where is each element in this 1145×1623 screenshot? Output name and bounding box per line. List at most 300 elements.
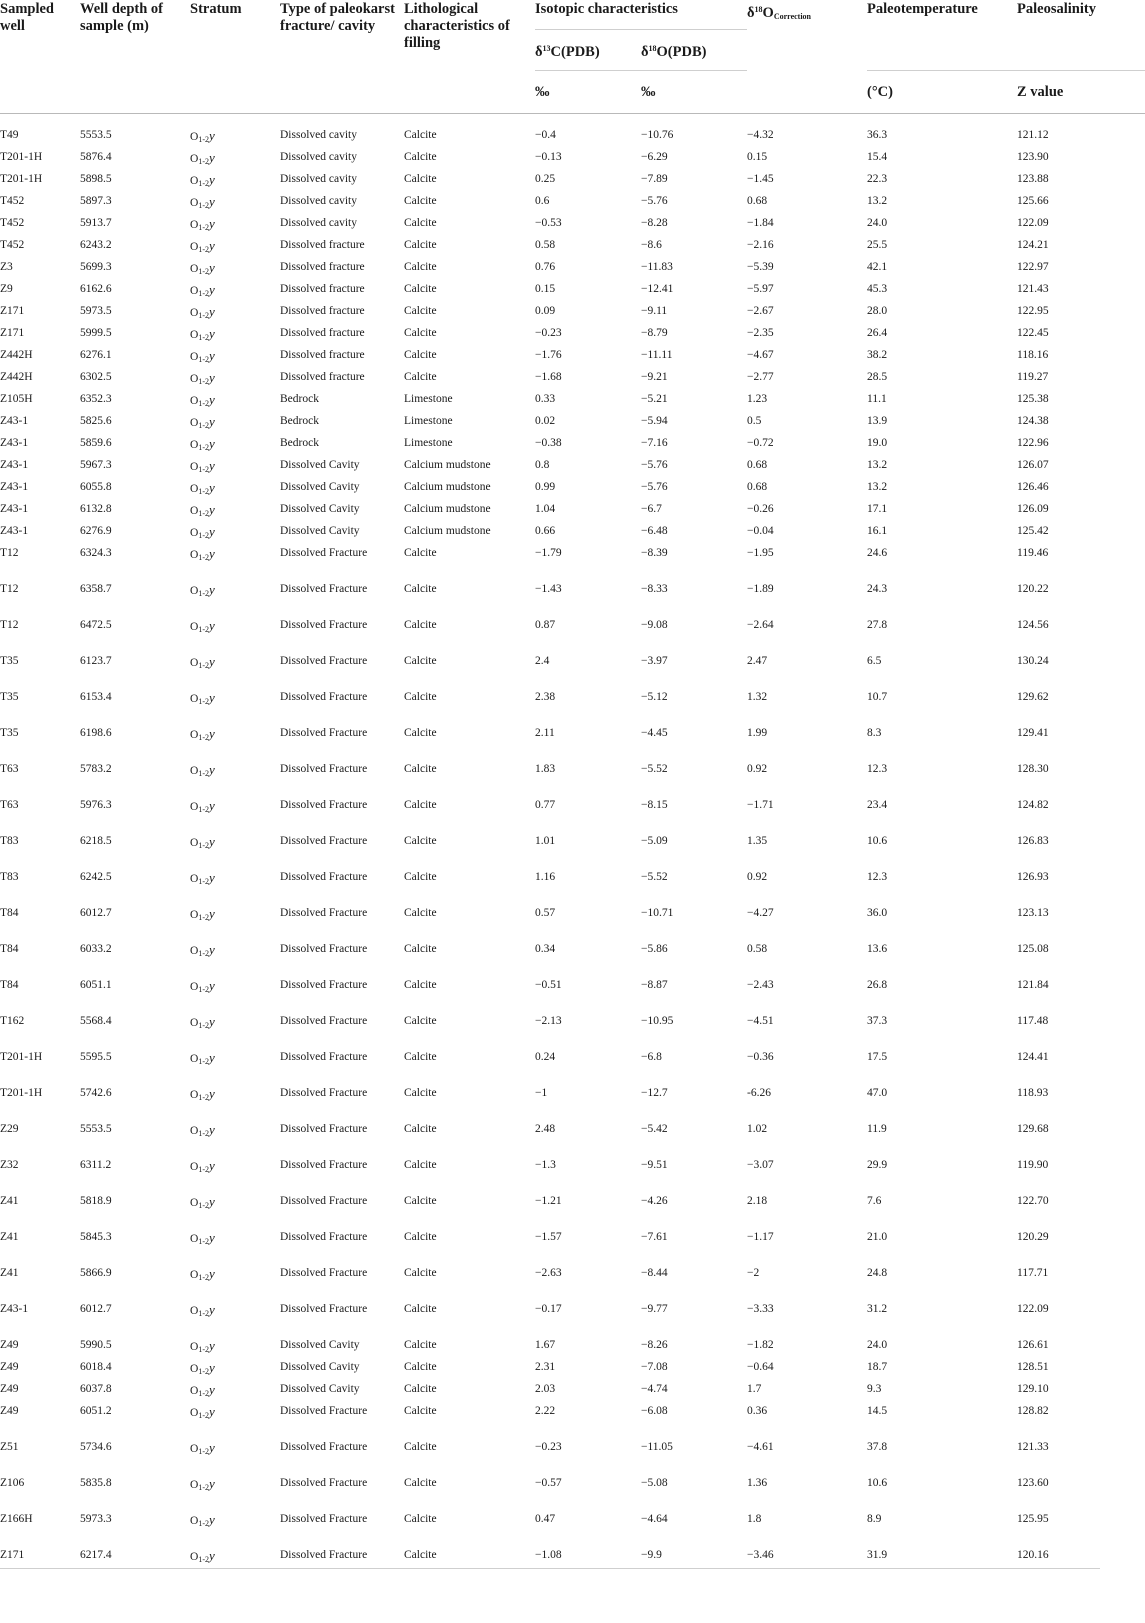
cell-z: 122.97 bbox=[1017, 261, 1049, 273]
cell-z: 117.48 bbox=[1017, 1015, 1049, 1027]
cell-well: Z43-1 bbox=[0, 525, 29, 537]
cell-stratum: $O_{1-2}y$ bbox=[190, 546, 215, 562]
cell-temp: 13.2 bbox=[867, 459, 888, 471]
cell-type: Dissolved Fracture bbox=[280, 1087, 368, 1099]
cell-type: Dissolved Cavity bbox=[280, 1361, 360, 1373]
table-body bbox=[0, 114, 1145, 1582]
cell-z: 125.66 bbox=[1017, 195, 1049, 207]
table-row bbox=[0, 169, 1145, 191]
cell-corr: −1.95 bbox=[747, 547, 774, 559]
cell-d13c: −1.43 bbox=[535, 583, 562, 595]
cell-stratum: $O_{1-2}y$ bbox=[190, 414, 215, 430]
cell-stratum: $O_{1-2}y$ bbox=[190, 480, 215, 496]
table-row bbox=[0, 301, 1145, 323]
cell-depth: 6012.7 bbox=[80, 1303, 112, 1315]
cell-litho: Calcite bbox=[404, 1123, 437, 1135]
unit-d18o: ‰ bbox=[641, 71, 747, 114]
cell-temp: 15.4 bbox=[867, 151, 888, 163]
table-bottom-rule bbox=[0, 1568, 1100, 1569]
cell-d13c: 0.02 bbox=[535, 415, 556, 427]
cell-z: 119.27 bbox=[1017, 371, 1049, 383]
cell-stratum: $O_{1-2}y$ bbox=[190, 690, 215, 706]
cell-well: T452 bbox=[0, 195, 25, 207]
cell-well: Z43-1 bbox=[0, 503, 29, 515]
cell-type: Dissolved cavity bbox=[280, 151, 357, 163]
cell-litho: Calcite bbox=[404, 907, 437, 919]
table-row bbox=[0, 521, 1145, 543]
cell-z: 121.33 bbox=[1017, 1441, 1049, 1453]
cell-depth: 5999.5 bbox=[80, 327, 112, 339]
cell-corr: −2 bbox=[747, 1267, 760, 1279]
cell-d13c: 0.34 bbox=[535, 943, 556, 955]
cell-corr: −2.67 bbox=[747, 305, 774, 317]
cell-corr: −3.33 bbox=[747, 1303, 774, 1315]
cell-litho: Calcite bbox=[404, 979, 437, 991]
cell-type: Dissolved Fracture bbox=[280, 1303, 368, 1315]
cell-well: T162 bbox=[0, 1015, 25, 1027]
cell-d13c: −0.53 bbox=[535, 217, 562, 229]
cell-corr: −3.07 bbox=[747, 1159, 774, 1171]
cell-temp: 11.9 bbox=[867, 1123, 887, 1135]
cell-corr: −4.51 bbox=[747, 1015, 774, 1027]
cell-type: Dissolved Cavity bbox=[280, 1339, 360, 1351]
cell-stratum: $O_{1-2}y$ bbox=[190, 1086, 215, 1102]
cell-type: Bedrock bbox=[280, 437, 319, 449]
cell-z: 126.07 bbox=[1017, 459, 1049, 471]
cell-litho: Calcium mudstone bbox=[404, 503, 491, 515]
cell-stratum: $O_{1-2}y$ bbox=[190, 194, 215, 210]
cell-corr: 1.8 bbox=[747, 1513, 762, 1525]
cell-d13c: 2.48 bbox=[535, 1123, 556, 1135]
cell-temp: 8.3 bbox=[867, 727, 882, 739]
cell-depth: 5973.3 bbox=[80, 1513, 112, 1525]
cell-d18o: −9.77 bbox=[641, 1303, 668, 1315]
cell-depth: 5553.5 bbox=[80, 1123, 112, 1135]
cell-temp: 6.5 bbox=[867, 655, 882, 667]
cell-d18o: −4.26 bbox=[641, 1195, 668, 1207]
cell-depth: 5976.3 bbox=[80, 799, 112, 811]
cell-depth: 5825.6 bbox=[80, 415, 112, 427]
cell-depth: 5845.3 bbox=[80, 1231, 112, 1243]
cell-d13c: −0.51 bbox=[535, 979, 562, 991]
cell-d18o: −5.52 bbox=[641, 763, 668, 775]
cell-stratum: $O_{1-2}y$ bbox=[190, 1512, 215, 1528]
cell-corr: 0.5 bbox=[747, 415, 762, 427]
table-row bbox=[0, 1299, 1145, 1335]
cell-depth: 5866.9 bbox=[80, 1267, 112, 1279]
cell-d18o: −5.76 bbox=[641, 195, 668, 207]
cell-type: Dissolved Fracture bbox=[280, 1123, 368, 1135]
cell-d13c: 1.16 bbox=[535, 871, 556, 883]
cell-temp: 13.6 bbox=[867, 943, 888, 955]
cell-type: Dissolved Fracture bbox=[280, 655, 368, 667]
cell-temp: 7.6 bbox=[867, 1195, 882, 1207]
unit-blank-3 bbox=[190, 71, 280, 114]
cell-type: Dissolved cavity bbox=[280, 217, 357, 229]
cell-well: Z106 bbox=[0, 1477, 25, 1489]
cell-d18o: −12.41 bbox=[641, 283, 674, 295]
header-d18o-pdb: $\delta^{18}O(PDB)$ bbox=[641, 30, 747, 71]
cell-type: Dissolved Cavity bbox=[280, 503, 360, 515]
cell-litho: Calcite bbox=[404, 1015, 437, 1027]
cell-stratum: $O_{1-2}y$ bbox=[190, 942, 215, 958]
table-row bbox=[0, 1119, 1145, 1155]
cell-corr: 0.58 bbox=[747, 943, 768, 955]
cell-stratum: $O_{1-2}y$ bbox=[190, 1440, 215, 1456]
table-row bbox=[0, 499, 1145, 521]
cell-litho: Calcite bbox=[404, 691, 437, 703]
cell-d13c: −0.17 bbox=[535, 1303, 562, 1315]
cell-z: 126.61 bbox=[1017, 1339, 1049, 1351]
cell-type: Dissolved Fracture bbox=[280, 1549, 368, 1561]
cell-well: Z41 bbox=[0, 1195, 19, 1207]
cell-z: 126.09 bbox=[1017, 503, 1049, 515]
cell-depth: 5595.5 bbox=[80, 1051, 112, 1063]
cell-temp: 24.3 bbox=[867, 583, 888, 595]
unit-temperature: (°C) bbox=[867, 71, 1017, 114]
cell-litho: Calcite bbox=[404, 1303, 437, 1315]
cell-corr: 0.68 bbox=[747, 459, 768, 471]
cell-stratum: $O_{1-2}y$ bbox=[190, 1382, 215, 1398]
cell-type: Dissolved Fracture bbox=[280, 871, 368, 883]
cell-z: 121.12 bbox=[1017, 129, 1049, 141]
cell-well: Z3 bbox=[0, 261, 13, 273]
cell-d18o: −5.42 bbox=[641, 1123, 668, 1135]
cell-type: Dissolved Fracture bbox=[280, 1267, 368, 1279]
cell-d18o: −9.9 bbox=[641, 1549, 662, 1561]
cell-type: Dissolved fracture bbox=[280, 283, 365, 295]
cell-litho: Calcite bbox=[404, 1087, 437, 1099]
cell-z: 128.82 bbox=[1017, 1405, 1049, 1417]
cell-z: 124.82 bbox=[1017, 799, 1049, 811]
table-row bbox=[0, 257, 1145, 279]
table-row bbox=[0, 903, 1145, 939]
cell-depth: 5553.5 bbox=[80, 129, 112, 141]
cell-d18o: −8.44 bbox=[641, 1267, 668, 1279]
cell-depth: 6153.4 bbox=[80, 691, 112, 703]
cell-stratum: $O_{1-2}y$ bbox=[190, 1548, 215, 1564]
cell-d13c: −0.4 bbox=[535, 129, 556, 141]
cell-stratum: $O_{1-2}y$ bbox=[190, 304, 215, 320]
cell-stratum: $O_{1-2}y$ bbox=[190, 618, 215, 634]
cell-temp: 24.0 bbox=[867, 217, 888, 229]
cell-d18o: −8.79 bbox=[641, 327, 668, 339]
cell-stratum: $O_{1-2}y$ bbox=[190, 654, 215, 670]
cell-depth: 6218.5 bbox=[80, 835, 112, 847]
table-row bbox=[0, 1011, 1145, 1047]
table-row bbox=[0, 191, 1145, 213]
cell-z: 124.38 bbox=[1017, 415, 1049, 427]
cell-depth: 5568.4 bbox=[80, 1015, 112, 1027]
cell-stratum: $O_{1-2}y$ bbox=[190, 834, 215, 850]
cell-stratum: $O_{1-2}y$ bbox=[190, 1266, 215, 1282]
cell-corr: 0.68 bbox=[747, 195, 768, 207]
cell-depth: 5818.9 bbox=[80, 1195, 112, 1207]
cell-d18o: −7.89 bbox=[641, 173, 668, 185]
cell-litho: Calcite bbox=[404, 1231, 437, 1243]
cell-d18o: −6.29 bbox=[641, 151, 668, 163]
cell-well: Z171 bbox=[0, 305, 25, 317]
cell-stratum: $O_{1-2}y$ bbox=[190, 762, 215, 778]
cell-well: T83 bbox=[0, 871, 19, 883]
cell-z: 120.22 bbox=[1017, 583, 1049, 595]
cell-type: Dissolved Fracture bbox=[280, 799, 368, 811]
cell-litho: Calcite bbox=[404, 327, 437, 339]
cell-type: Dissolved Fracture bbox=[280, 1405, 368, 1417]
unit-d13c: ‰ bbox=[535, 71, 641, 114]
cell-well: T63 bbox=[0, 763, 19, 775]
cell-depth: 6132.8 bbox=[80, 503, 112, 515]
cell-z: 124.56 bbox=[1017, 619, 1049, 631]
cell-z: 121.43 bbox=[1017, 283, 1049, 295]
cell-d18o: −7.16 bbox=[641, 437, 668, 449]
cell-well: Z9 bbox=[0, 283, 13, 295]
table-row bbox=[0, 1227, 1145, 1263]
cell-litho: Limestone bbox=[404, 415, 453, 427]
cell-type: Dissolved cavity bbox=[280, 129, 357, 141]
cell-well: T201-1H bbox=[0, 1051, 43, 1063]
table-row bbox=[0, 235, 1145, 257]
cell-temp: 18.7 bbox=[867, 1361, 888, 1373]
cell-d18o: −3.97 bbox=[641, 655, 668, 667]
cell-z: 125.42 bbox=[1017, 525, 1049, 537]
cell-litho: Calcite bbox=[404, 871, 437, 883]
cell-type: Dissolved Cavity bbox=[280, 1383, 360, 1395]
cell-stratum: $O_{1-2}y$ bbox=[190, 1014, 215, 1030]
cell-litho: Calcite bbox=[404, 217, 437, 229]
cell-litho: Calcite bbox=[404, 583, 437, 595]
cell-stratum: $O_{1-2}y$ bbox=[190, 326, 215, 342]
unit-blank-6 bbox=[747, 71, 867, 114]
cell-type: Dissolved fracture bbox=[280, 305, 365, 317]
table-row bbox=[0, 323, 1145, 345]
cell-d13c: 0.66 bbox=[535, 525, 556, 537]
cell-z: 118.16 bbox=[1017, 349, 1049, 361]
cell-z: 130.24 bbox=[1017, 655, 1049, 667]
cell-depth: 6037.8 bbox=[80, 1383, 112, 1395]
cell-depth: 6162.6 bbox=[80, 283, 112, 295]
cell-d13c: −1.76 bbox=[535, 349, 562, 361]
cell-d13c: 2.11 bbox=[535, 727, 555, 739]
cell-well: Z442H bbox=[0, 349, 33, 361]
table-row bbox=[0, 213, 1145, 235]
cell-corr: 0.36 bbox=[747, 1405, 768, 1417]
cell-litho: Calcite bbox=[404, 1383, 437, 1395]
cell-litho: Calcite bbox=[404, 1267, 437, 1279]
cell-type: Dissolved Fracture bbox=[280, 979, 368, 991]
cell-litho: Calcium mudstone bbox=[404, 525, 491, 537]
cell-z: 123.90 bbox=[1017, 151, 1049, 163]
cell-stratum: $O_{1-2}y$ bbox=[190, 1404, 215, 1420]
cell-d13c: 2.03 bbox=[535, 1383, 556, 1395]
cell-type: Dissolved fracture bbox=[280, 371, 365, 383]
cell-d18o: −8.6 bbox=[641, 239, 662, 251]
cell-well: T452 bbox=[0, 239, 25, 251]
table-row bbox=[0, 867, 1145, 903]
cell-litho: Calcite bbox=[404, 1405, 437, 1417]
table-row bbox=[0, 433, 1145, 455]
table-row bbox=[0, 147, 1145, 169]
cell-temp: 38.2 bbox=[867, 349, 888, 361]
cell-d13c: −0.57 bbox=[535, 1477, 562, 1489]
cell-temp: 37.3 bbox=[867, 1015, 888, 1027]
cell-corr: −0.36 bbox=[747, 1051, 774, 1063]
cell-depth: 6033.2 bbox=[80, 943, 112, 955]
cell-well: T84 bbox=[0, 979, 19, 991]
cell-d13c: 0.15 bbox=[535, 283, 556, 295]
cell-d18o: −7.08 bbox=[641, 1361, 668, 1373]
cell-d13c: 0.76 bbox=[535, 261, 556, 273]
cell-temp: 36.3 bbox=[867, 129, 888, 141]
cell-well: T35 bbox=[0, 727, 19, 739]
cell-litho: Calcite bbox=[404, 1159, 437, 1171]
cell-depth: 5699.3 bbox=[80, 261, 112, 273]
cell-well: Z49 bbox=[0, 1405, 19, 1417]
cell-d13c: −1.68 bbox=[535, 371, 562, 383]
cell-d18o: −5.08 bbox=[641, 1477, 668, 1489]
cell-temp: 24.0 bbox=[867, 1339, 888, 1351]
cell-corr: 1.36 bbox=[747, 1477, 768, 1489]
cell-type: Bedrock bbox=[280, 415, 319, 427]
cell-d13c: 0.25 bbox=[535, 173, 556, 185]
cell-d18o: −10.71 bbox=[641, 907, 674, 919]
cell-depth: 6012.7 bbox=[80, 907, 112, 919]
cell-type: Dissolved cavity bbox=[280, 173, 357, 185]
cell-stratum: $O_{1-2}y$ bbox=[190, 1476, 215, 1492]
cell-stratum: $O_{1-2}y$ bbox=[190, 436, 215, 452]
table-row bbox=[0, 367, 1145, 389]
table-row bbox=[0, 1263, 1145, 1299]
cell-depth: 6051.1 bbox=[80, 979, 112, 991]
cell-d18o: −5.12 bbox=[641, 691, 668, 703]
cell-d18o: −4.45 bbox=[641, 727, 668, 739]
table-header bbox=[0, 0, 1145, 114]
table-row bbox=[0, 1379, 1145, 1401]
cell-well: Z49 bbox=[0, 1383, 19, 1395]
cell-type: Dissolved Fracture bbox=[280, 1441, 368, 1453]
cell-well: Z41 bbox=[0, 1231, 19, 1243]
cell-type: Dissolved Fracture bbox=[280, 727, 368, 739]
cell-d13c: −1.08 bbox=[535, 1549, 562, 1561]
cell-temp: 26.8 bbox=[867, 979, 888, 991]
cell-z: 129.68 bbox=[1017, 1123, 1049, 1135]
cell-stratum: $O_{1-2}y$ bbox=[190, 260, 215, 276]
cell-z: 122.09 bbox=[1017, 217, 1049, 229]
cell-corr: −4.32 bbox=[747, 129, 774, 141]
cell-litho: Calcite bbox=[404, 943, 437, 955]
cell-d18o: −4.74 bbox=[641, 1383, 668, 1395]
cell-type: Dissolved Fracture bbox=[280, 583, 368, 595]
cell-stratum: $O_{1-2}y$ bbox=[190, 798, 215, 814]
cell-corr: −1.45 bbox=[747, 173, 774, 185]
cell-litho: Calcite bbox=[404, 835, 437, 847]
cell-corr: 0.68 bbox=[747, 481, 768, 493]
cell-well: T84 bbox=[0, 943, 19, 955]
cell-litho: Limestone bbox=[404, 393, 453, 405]
cell-corr: −0.64 bbox=[747, 1361, 774, 1373]
cell-temp: 25.5 bbox=[867, 239, 888, 251]
cell-d13c: −0.23 bbox=[535, 1441, 562, 1453]
cell-temp: 13.2 bbox=[867, 195, 888, 207]
cell-litho: Calcite bbox=[404, 1339, 437, 1351]
cell-z: 125.38 bbox=[1017, 393, 1049, 405]
cell-well: Z29 bbox=[0, 1123, 19, 1135]
cell-type: Dissolved Fracture bbox=[280, 763, 368, 775]
cell-z: 128.51 bbox=[1017, 1361, 1049, 1373]
cell-corr: 1.7 bbox=[747, 1383, 762, 1395]
table-row bbox=[0, 615, 1145, 651]
cell-litho: Calcite bbox=[404, 1549, 437, 1561]
cell-litho: Calcite bbox=[404, 261, 437, 273]
cell-z: 122.45 bbox=[1017, 327, 1049, 339]
cell-z: 120.29 bbox=[1017, 1231, 1049, 1243]
cell-temp: 42.1 bbox=[867, 261, 888, 273]
cell-type: Dissolved Fracture bbox=[280, 619, 368, 631]
cell-depth: 5835.8 bbox=[80, 1477, 112, 1489]
cell-d13c: 0.47 bbox=[535, 1513, 556, 1525]
cell-stratum: $O_{1-2}y$ bbox=[190, 1360, 215, 1376]
cell-well: T35 bbox=[0, 655, 19, 667]
table-row bbox=[0, 1083, 1145, 1119]
cell-litho: Calcite bbox=[404, 655, 437, 667]
cell-depth: 6352.3 bbox=[80, 393, 112, 405]
table-row bbox=[0, 389, 1145, 411]
cell-litho: Calcite bbox=[404, 1361, 437, 1373]
cell-depth: 6123.7 bbox=[80, 655, 112, 667]
cell-z: 119.46 bbox=[1017, 547, 1049, 559]
table-row bbox=[0, 543, 1145, 579]
cell-well: T84 bbox=[0, 907, 19, 919]
cell-temp: 17.5 bbox=[867, 1051, 888, 1063]
cell-corr: −5.39 bbox=[747, 261, 774, 273]
cell-depth: 6243.2 bbox=[80, 239, 112, 251]
cell-litho: Calcite bbox=[404, 799, 437, 811]
cell-d18o: −9.11 bbox=[641, 305, 668, 317]
cell-z: 118.93 bbox=[1017, 1087, 1049, 1099]
cell-d18o: −8.28 bbox=[641, 217, 668, 229]
table-row bbox=[0, 795, 1145, 831]
cell-depth: 6051.2 bbox=[80, 1405, 112, 1417]
cell-z: 120.16 bbox=[1017, 1549, 1049, 1561]
cell-depth: 6276.1 bbox=[80, 349, 112, 361]
cell-corr: −2.35 bbox=[747, 327, 774, 339]
cell-temp: 19.0 bbox=[867, 437, 888, 449]
cell-d13c: 1.01 bbox=[535, 835, 556, 847]
table-row bbox=[0, 651, 1145, 687]
header-paleotemperature: Paleotemperature bbox=[867, 1, 978, 17]
cell-d13c: 0.33 bbox=[535, 393, 556, 405]
cell-temp: 28.0 bbox=[867, 305, 888, 317]
cell-depth: 5734.6 bbox=[80, 1441, 112, 1453]
cell-litho: Calcite bbox=[404, 305, 437, 317]
cell-d13c: 0.99 bbox=[535, 481, 556, 493]
cell-well: Z43-1 bbox=[0, 1303, 29, 1315]
cell-type: Dissolved Fracture bbox=[280, 907, 368, 919]
cell-depth: 5913.7 bbox=[80, 217, 112, 229]
cell-type: Dissolved Fracture bbox=[280, 1231, 368, 1243]
cell-type: Dissolved cavity bbox=[280, 195, 357, 207]
cell-well: Z105H bbox=[0, 393, 33, 405]
cell-stratum: $O_{1-2}y$ bbox=[190, 348, 215, 364]
cell-well: T12 bbox=[0, 619, 19, 631]
cell-corr: 1.99 bbox=[747, 727, 768, 739]
cell-d13c: −0.13 bbox=[535, 151, 562, 163]
cell-corr: 2.47 bbox=[747, 655, 768, 667]
unit-blank-2 bbox=[80, 71, 190, 114]
cell-d18o: −5.76 bbox=[641, 459, 668, 471]
cell-corr: -6.26 bbox=[747, 1087, 771, 1099]
cell-d18o: −10.95 bbox=[641, 1015, 674, 1027]
